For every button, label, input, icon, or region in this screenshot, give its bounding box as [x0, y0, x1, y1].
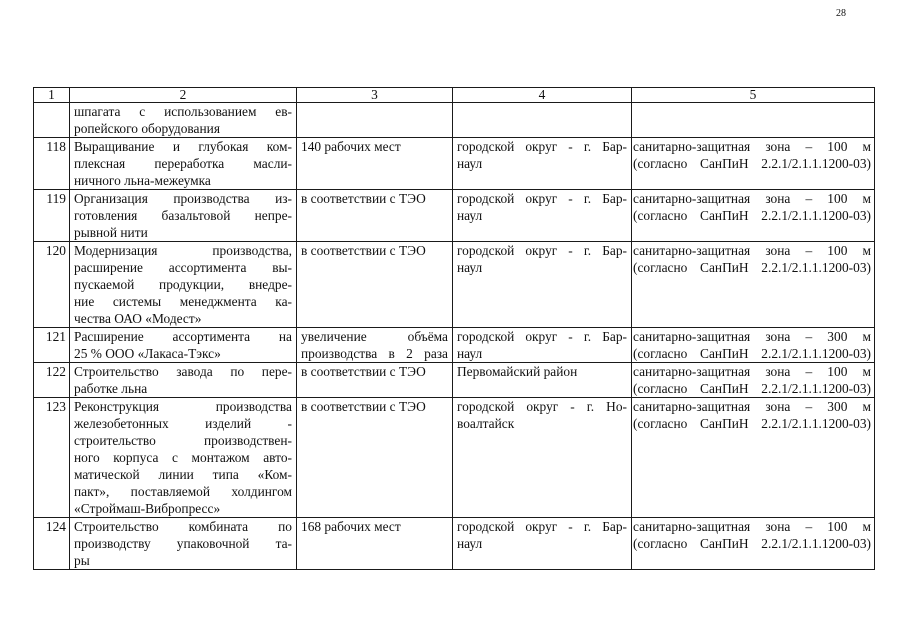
capacity-cell-line: производства в 2 раза [301, 346, 448, 361]
table-row [34, 518, 875, 570]
table-row [34, 363, 875, 398]
location-cell [453, 363, 632, 398]
sanitary-zone-cell-line: (согласно СанПиН 2.2.1/2.1.1.1200-03) [633, 381, 871, 396]
sanitary-zone-cell-line: (согласно СанПиН 2.2.1/2.1.1.1200-03) [633, 536, 871, 551]
project-name-cell-line: производству упаковочной та- [74, 536, 292, 551]
project-name-cell [70, 138, 297, 190]
project-name-cell-line: плексная переработка масли- [74, 156, 292, 171]
sanitary-zone-cell-line: санитарно-защитная зона – 100 м [633, 364, 871, 379]
sanitary-zone-cell-line: (согласно СанПиН 2.2.1/2.1.1.1200-03) [633, 416, 871, 431]
location-cell-line: Первомайский район [457, 364, 578, 379]
table-header-row [34, 88, 875, 103]
header-cell-1: 1 [34, 88, 70, 103]
sanitary-zone-cell-line: санитарно-защитная зона – 100 м [633, 243, 871, 258]
project-name-cell-line: пускаемой продукции, внедре- [74, 277, 292, 292]
project-name-cell-line: Реконструкция производства [74, 399, 292, 414]
header-cell-2: 2 [70, 88, 297, 103]
row-number-cell [34, 103, 70, 138]
capacity-cell [297, 242, 453, 328]
location-cell-line: городской округ - г. Бар- [457, 329, 627, 344]
row-number-cell: 123 [34, 398, 70, 518]
sanitary-zone-cell-line: (согласно СанПиН 2.2.1/2.1.1.1200-03) [633, 346, 871, 361]
project-name-cell [70, 363, 297, 398]
project-name-cell-line: расширение ассортимента вы- [74, 260, 292, 275]
capacity-cell [297, 103, 453, 138]
capacity-cell-line: в соответствии с ТЭО [301, 191, 426, 206]
project-name-cell [70, 518, 297, 570]
project-name-cell-line: «Строймаш-Вибропресс» [74, 501, 221, 516]
sanitary-zone-cell-line: (согласно СанПиН 2.2.1/2.1.1.1200-03) [633, 260, 871, 275]
capacity-cell-line: увеличение объёма [301, 329, 448, 344]
capacity-cell [297, 138, 453, 190]
row-number-cell: 119 [34, 190, 70, 242]
sanitary-zone-cell-line: санитарно-защитная зона – 100 м [633, 519, 871, 534]
project-name-cell [70, 242, 297, 328]
table-row [34, 398, 875, 518]
header-cell-4: 4 [453, 88, 632, 103]
document-table [33, 87, 875, 570]
project-name-cell-line: Выращивание и глубокая ком- [74, 139, 292, 154]
header-cell-3: 3 [297, 88, 453, 103]
location-cell [453, 328, 632, 363]
sanitary-zone-cell [632, 242, 875, 328]
project-name-cell-line: ние системы менеджмента ка- [74, 294, 292, 309]
sanitary-zone-cell-line: (согласно СанПиН 2.2.1/2.1.1.1200-03) [633, 156, 871, 171]
location-cell [453, 398, 632, 518]
table-row [34, 242, 875, 328]
location-cell-line: наул [457, 260, 483, 275]
project-name-cell-line: Строительство комбината по [74, 519, 292, 534]
location-cell [453, 242, 632, 328]
location-cell-line: наул [457, 156, 483, 171]
row-number-cell: 120 [34, 242, 70, 328]
project-name-cell-line: пакт», поставляемой холдингом [74, 484, 292, 499]
location-cell [453, 138, 632, 190]
location-cell-line: городской округ - г. Бар- [457, 139, 627, 154]
table-row [34, 328, 875, 363]
project-name-cell [70, 103, 297, 138]
table-row [34, 190, 875, 242]
capacity-cell-line: 140 рабочих мест [301, 139, 401, 154]
project-name-cell-line: ного корпуса с монтажом авто- [74, 450, 292, 465]
sanitary-zone-cell [632, 190, 875, 242]
sanitary-zone-cell [632, 138, 875, 190]
project-name-cell-line: чества ОАО «Модест» [74, 311, 202, 326]
capacity-cell-line: в соответствии с ТЭО [301, 243, 426, 258]
project-name-cell-line: ропейского оборудования [74, 121, 220, 136]
sanitary-zone-cell [632, 328, 875, 363]
page-number: 28 [836, 8, 846, 19]
sanitary-zone-cell-line: санитарно-защитная зона – 300 м [633, 399, 871, 414]
location-cell-line: городской округ - г. Но- [457, 399, 627, 414]
row-number-cell: 118 [34, 138, 70, 190]
capacity-cell [297, 398, 453, 518]
project-name-cell-line: 25 % ООО «Лакаса-Тэкс» [74, 346, 221, 361]
project-name-cell [70, 328, 297, 363]
sanitary-zone-cell [632, 103, 875, 138]
project-name-cell-line: готовления базальтовой непре- [74, 208, 292, 223]
project-name-cell-line: Организация производства из- [74, 191, 292, 206]
sanitary-zone-cell-line: (согласно СанПиН 2.2.1/2.1.1.1200-03) [633, 208, 871, 223]
project-name-cell-line: Расширение ассортимента на [74, 329, 292, 344]
sanitary-zone-cell-line: санитарно-защитная зона – 100 м [633, 191, 871, 206]
project-name-cell-line: работке льна [74, 381, 148, 396]
project-name-cell-line: Модернизация производства, [74, 243, 292, 258]
project-name-cell [70, 398, 297, 518]
sanitary-zone-cell [632, 398, 875, 518]
location-cell-line: городской округ - г. Бар- [457, 191, 627, 206]
location-cell-line: наул [457, 346, 483, 361]
capacity-cell [297, 363, 453, 398]
table-row [34, 138, 875, 190]
table-row [34, 103, 875, 138]
capacity-cell-line: в соответствии с ТЭО [301, 399, 426, 414]
capacity-cell-line: в соответствии с ТЭО [301, 364, 426, 379]
location-cell-line: наул [457, 208, 483, 223]
sanitary-zone-cell [632, 363, 875, 398]
project-name-cell-line: Строительство завода по пере- [74, 364, 292, 379]
capacity-cell [297, 328, 453, 363]
project-name-cell [70, 190, 297, 242]
sanitary-zone-cell [632, 518, 875, 570]
project-name-cell-line: строительство производствен- [74, 433, 292, 448]
project-name-cell-line: ничного льна-межеумка [74, 173, 211, 188]
sanitary-zone-cell-line: санитарно-защитная зона – 300 м [633, 329, 871, 344]
location-cell-line: наул [457, 536, 483, 551]
row-number-cell: 124 [34, 518, 70, 570]
row-number-cell: 121 [34, 328, 70, 363]
location-cell-line: городской округ - г. Бар- [457, 519, 627, 534]
location-cell [453, 518, 632, 570]
location-cell-line: городской округ - г. Бар- [457, 243, 627, 258]
project-name-cell-line: шпагата с использованием ев- [74, 104, 292, 119]
row-number-cell: 122 [34, 363, 70, 398]
project-name-cell-line: матической линии типа «Ком- [74, 467, 292, 482]
location-cell [453, 103, 632, 138]
project-name-cell-line: рывной нити [74, 225, 148, 240]
header-cell-5: 5 [632, 88, 875, 103]
project-name-cell-line: железобетонных изделий - [74, 416, 292, 431]
location-cell [453, 190, 632, 242]
location-cell-line: воалтайск [457, 416, 515, 431]
capacity-cell-line: 168 рабочих мест [301, 519, 401, 534]
capacity-cell [297, 190, 453, 242]
capacity-cell [297, 518, 453, 570]
sanitary-zone-cell-line: санитарно-защитная зона – 100 м [633, 139, 871, 154]
project-name-cell-line: ры [74, 553, 90, 568]
